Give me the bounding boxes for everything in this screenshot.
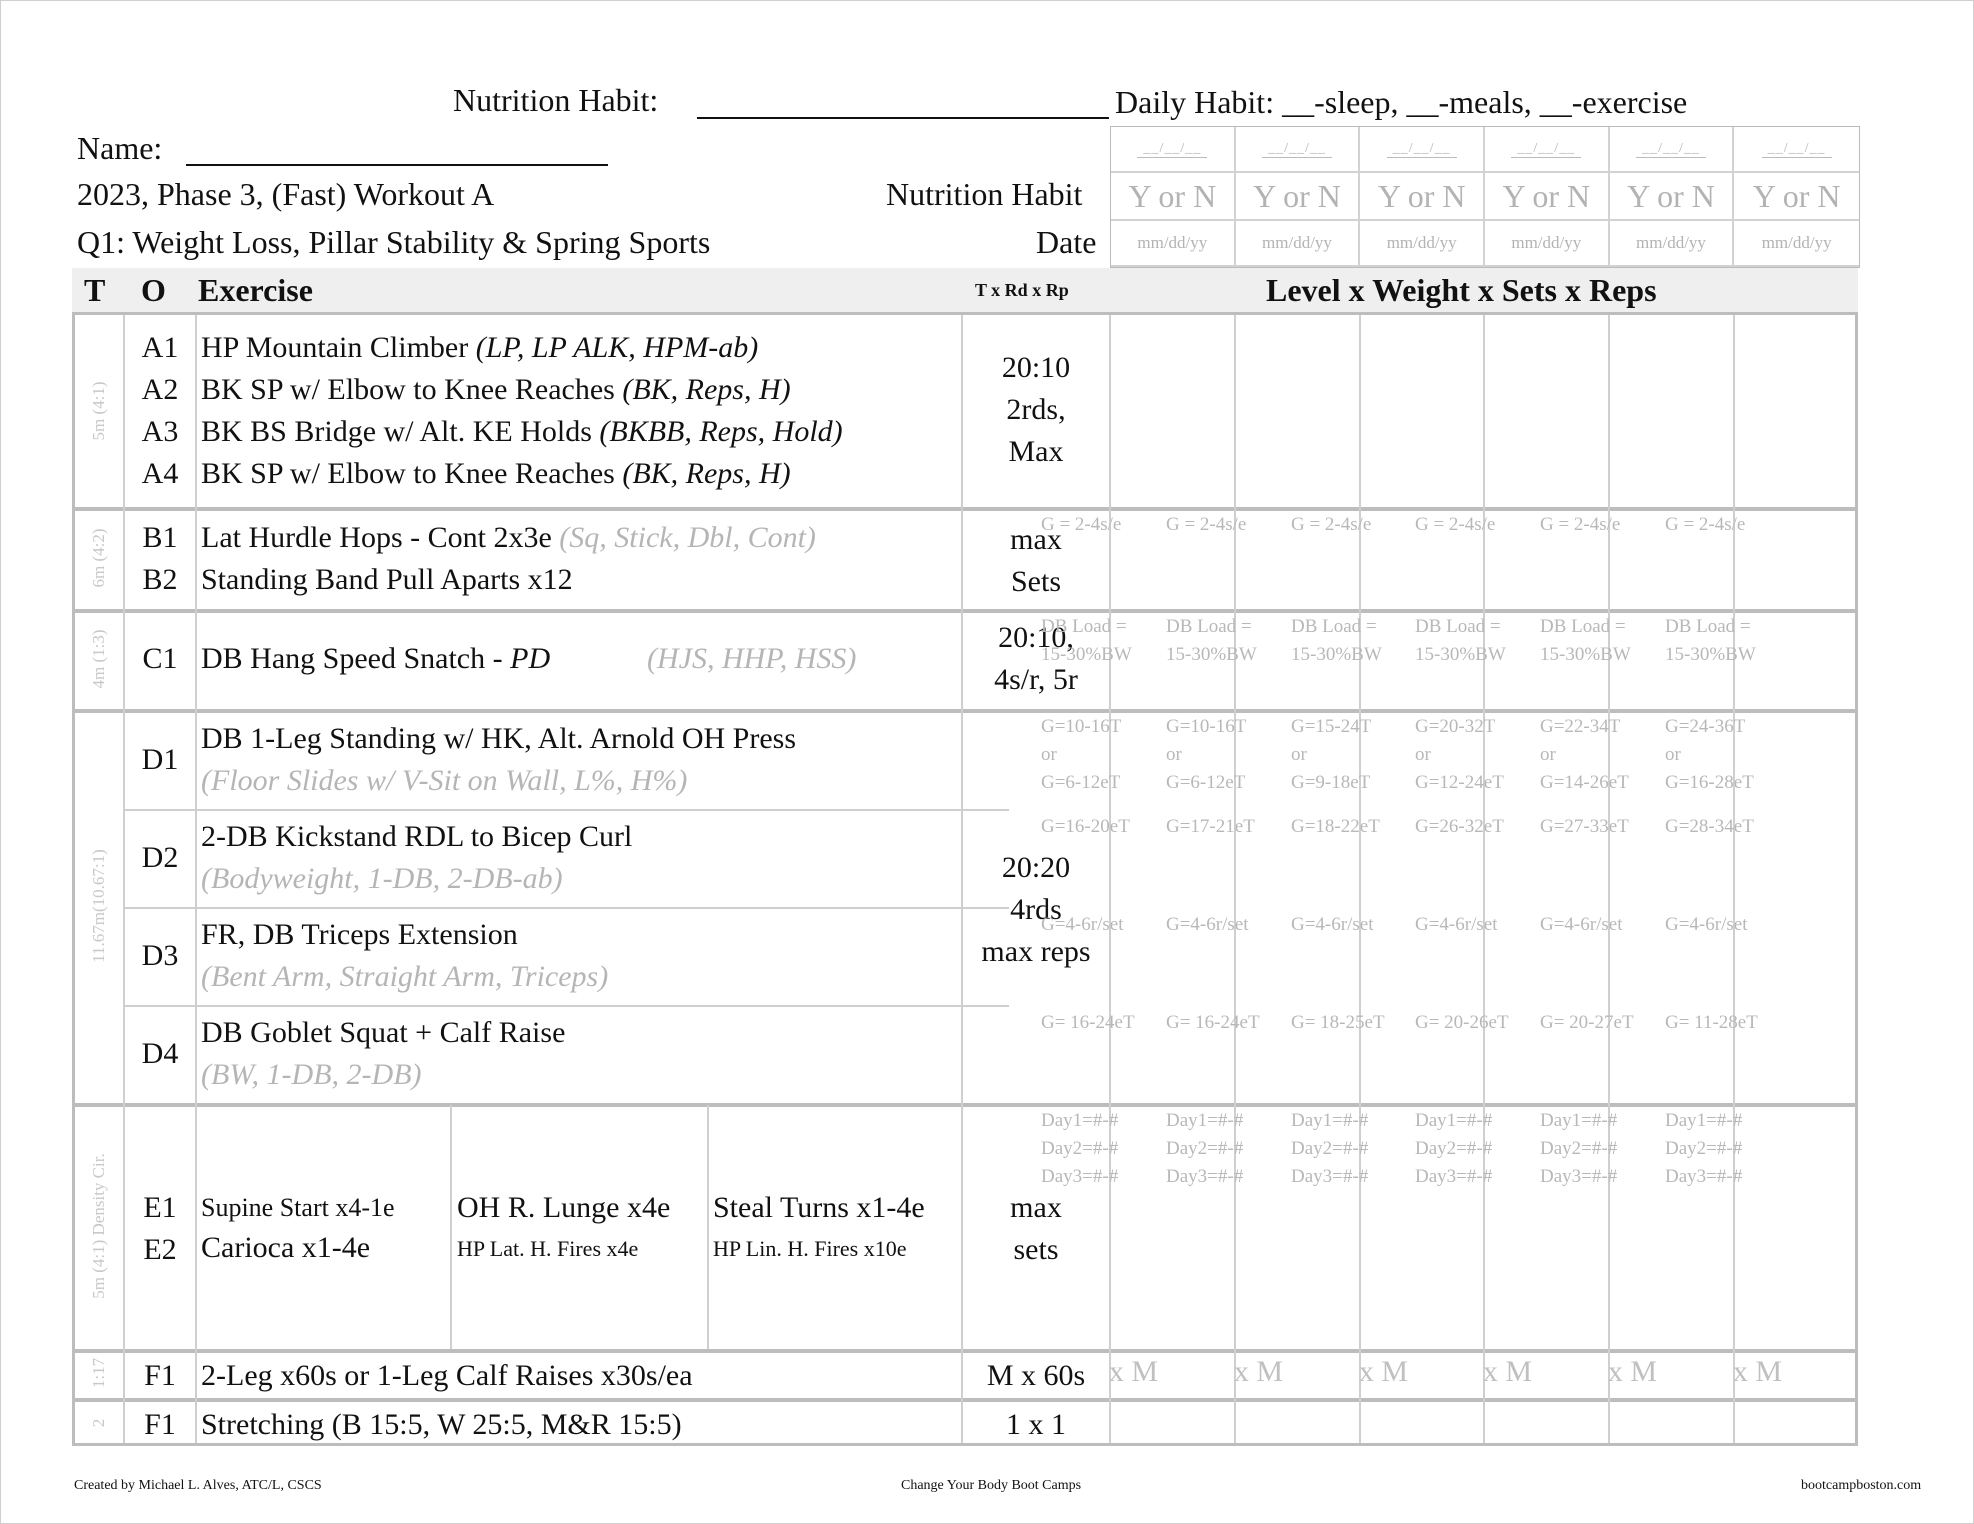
code-f2: F1 [144, 1408, 176, 1441]
exercise-c1: DB Hang Speed Snatch - PD [201, 642, 551, 675]
f1-log-cell[interactable]: x M [1607, 1355, 1657, 1388]
col-divider [450, 1105, 452, 1349]
workout-table [72, 312, 1858, 1446]
guide-c-cell[interactable]: DB Load = 15-30%BW [1540, 616, 1631, 665]
exercise-a3: BK BS Bridge w/ Alt. KE Holds (BKBB, Reps, Hold) [201, 415, 843, 448]
row-nutrition-label: Nutrition Habit [886, 176, 1083, 212]
footer-center: Change Your Body Boot Camps [901, 1478, 1082, 1493]
txr-a: 20:10 2rds, Max [1001, 351, 1071, 468]
exercise-a4: BK SP w/ Elbow to Knee Reaches (BK, Reps, H) [201, 457, 791, 490]
guide-d2-cell[interactable]: G=18-22eT [1291, 816, 1380, 837]
guide-e-cell[interactable]: Day1=#-# Day2=#-# Day3=#-# [1041, 1110, 1119, 1187]
exercise-d3-hint: (Bent Arm, Straight Arm, Triceps) [201, 960, 609, 993]
date-cell[interactable]: mm/dd/yy [1360, 221, 1485, 267]
exercise-d4: DB Goblet Squat + Calf Raise [201, 1016, 566, 1049]
yn-cell[interactable]: Y or N [1360, 173, 1485, 221]
section-divider [75, 1398, 1855, 1402]
date-cell[interactable]: mm/dd/yy [1485, 221, 1610, 267]
section-a-codes: A1 A2 A3 A4 [141, 331, 179, 490]
e-col1-line1: Supine Start x4-1e [201, 1193, 395, 1222]
guide-b-cell[interactable]: G = 2-4s/e [1665, 514, 1746, 535]
e-col2-line2: HP Lat. H. Fires x4e [457, 1236, 639, 1261]
col-header-exercise: Exercise [198, 271, 313, 308]
col-header-o: O [141, 271, 166, 308]
row-divider [125, 907, 1009, 909]
guide-d2-cell[interactable]: G=27-33eT [1540, 816, 1629, 837]
col-divider [1483, 315, 1485, 1443]
footer-credit: Created by Michael L. Alves, ATC/L, CSCS [74, 1478, 322, 1493]
guide-d4-cell[interactable]: G= 16-24eT [1166, 1012, 1260, 1033]
guide-d1-cell[interactable]: G=10-16T or G=6-12eT [1041, 716, 1122, 793]
workout-title: 2023, Phase 3, (Fast) Workout A [77, 176, 495, 212]
e-col1-line2: Carioca x1-4e [201, 1231, 371, 1264]
col-divider [195, 315, 197, 1443]
time-label-f2: 2 [89, 1418, 108, 1428]
guide-c-cell[interactable]: DB Load = 15-30%BW [1415, 616, 1506, 665]
exercise-a1: HP Mountain Climber (LP, LP ALK, HPM-ab) [201, 331, 759, 364]
exercise-d3: FR, DB Triceps Extension [201, 918, 518, 951]
guide-d3-cell[interactable]: G=4-6r/set [1415, 914, 1498, 935]
col-divider [1359, 315, 1361, 1443]
yn-cell[interactable]: Y or N [1236, 173, 1361, 221]
guide-e-cell[interactable]: Day1=#-# Day2=#-# Day3=#-# [1415, 1110, 1493, 1187]
date-grid [1110, 126, 1860, 268]
exercise-b1: Lat Hurdle Hops - Cont 2x3e (Sq, Stick, Dbl, Cont) [201, 521, 816, 554]
time-label-b: 6m (4:2) [89, 528, 108, 588]
guide-e-cell[interactable]: Day1=#-# Day2=#-# Day3=#-# [1291, 1110, 1369, 1187]
yn-cell[interactable]: Y or N [1485, 173, 1610, 221]
quarter-title: Q1: Weight Loss, Pillar Stability & Spring Sports [77, 224, 711, 260]
txr-f2: 1 x 1 [1006, 1408, 1066, 1441]
nutrition-habit-blank[interactable] [697, 117, 1109, 119]
exercise-d1: DB 1-Leg Standing w/ HK, Alt. Arnold OH Press [201, 722, 796, 755]
time-label-f1: 1:17 [89, 1357, 108, 1389]
f1-log-cell[interactable]: x M [1233, 1355, 1283, 1388]
col-divider [1109, 315, 1111, 1443]
yn-cell[interactable]: Y or N [1734, 173, 1859, 221]
section-b-codes: B1 B2 [142, 521, 178, 596]
section-e-codes: E1 E2 [143, 1191, 177, 1266]
exercise-d2-hint: (Bodyweight, 1-DB, 2-DB-ab) [201, 862, 563, 895]
daily-habit-text: Daily Habit: __-sleep, __-meals, __-exercise [1115, 84, 1688, 120]
code-d4: D4 [141, 1037, 179, 1070]
col-divider [1608, 315, 1610, 1443]
guide-d2-cell[interactable]: G=28-34eT [1665, 816, 1754, 837]
row-divider [125, 1005, 1009, 1007]
guide-b-cell[interactable]: G = 2-4s/e [1540, 514, 1621, 535]
f1-log-cell[interactable]: x M [1108, 1355, 1158, 1388]
guide-d1-cell[interactable]: G=10-16T or G=6-12eT [1166, 716, 1247, 793]
col-divider [707, 1105, 709, 1349]
name-label: Name: [77, 130, 163, 166]
footer-url: bootcampboston.com [1801, 1478, 1922, 1493]
f1-log-cell[interactable]: x M [1358, 1355, 1408, 1388]
section-divider [75, 1349, 1855, 1353]
blank-cell[interactable]: __/__/__ [1485, 127, 1610, 173]
guide-b-cell[interactable]: G = 2-4s/e [1291, 514, 1372, 535]
exercise-d4-hint: (BW, 1-DB, 2-DB) [201, 1058, 422, 1091]
exercise-f2: Stretching (B 15:5, W 25:5, M&R 15:5) [201, 1408, 682, 1441]
time-label-c: 4m (1:3) [89, 629, 108, 689]
guide-e-cell[interactable]: Day1=#-# Day2=#-# Day3=#-# [1540, 1110, 1618, 1187]
guide-d3-cell[interactable]: G=4-6r/set [1041, 914, 1124, 935]
guide-d1-cell[interactable]: G=15-24T or G=9-18eT [1291, 716, 1372, 793]
exercise-c1-hint: (HJS, HHP, HSS) [647, 642, 857, 675]
guide-c-cell[interactable]: DB Load = 15-30%BW [1665, 616, 1756, 665]
guide-d4-cell[interactable]: G= 16-24eT [1041, 1012, 1135, 1033]
guide-d3-cell[interactable]: G=4-6r/set [1166, 914, 1249, 935]
guide-d2-cell[interactable]: G=17-21eT [1166, 816, 1255, 837]
col-header-txr: T x Rd x Rp [975, 279, 1069, 300]
f1-log-cell[interactable]: x M [1482, 1355, 1532, 1388]
txr-f1: M x 60s [986, 1359, 1086, 1392]
row-date-label: Date [1036, 224, 1097, 260]
time-label-a: 5m (4:1) [89, 381, 108, 441]
code-d1: D1 [141, 743, 179, 776]
guide-d4-cell[interactable]: G= 20-26eT [1415, 1012, 1509, 1033]
code-d3: D3 [141, 939, 179, 972]
time-label-e: 5m (4:1) Density Cir. [89, 1153, 108, 1299]
e-col2-line1: OH R. Lunge x4e [457, 1191, 671, 1224]
code-d2: D2 [141, 841, 179, 874]
guide-d2-cell[interactable]: G=16-20eT [1041, 816, 1130, 837]
col-header-log: Level x Weight x Sets x Reps [1266, 271, 1657, 308]
guide-d3-cell[interactable]: G=4-6r/set [1540, 914, 1623, 935]
yn-cell[interactable]: Y or N [1111, 173, 1236, 221]
blank-cell[interactable]: __/__/__ [1236, 127, 1361, 173]
guide-d4-cell[interactable]: G= 11-28eT [1665, 1012, 1758, 1033]
txr-b: max Sets [1010, 523, 1062, 598]
guide-e-cell[interactable]: Day1=#-# Day2=#-# Day3=#-# [1665, 1110, 1743, 1187]
txr-c: 20:10, 4s/r, 5r [994, 621, 1078, 696]
code-f1: F1 [144, 1359, 176, 1392]
col-header-t: T [84, 271, 106, 308]
name-field[interactable] [186, 164, 608, 166]
guide-b-cell[interactable]: G = 2-4s/e [1166, 514, 1247, 535]
guide-d2-cell[interactable]: G=26-32eT [1415, 816, 1504, 837]
col-divider [1733, 315, 1735, 1443]
nutrition-habit-label: Nutrition Habit: [453, 82, 659, 118]
blank-cell[interactable]: __/__/__ [1734, 127, 1859, 173]
guide-d4-cell[interactable]: G= 20-27eT [1540, 1012, 1634, 1033]
blank-cell[interactable]: __/__/__ [1610, 127, 1735, 173]
guide-c-cell[interactable]: DB Load = 15-30%BW [1291, 616, 1382, 665]
txr-e: max sets [1010, 1191, 1062, 1266]
e-col3-line1: Steal Turns x1-4e [713, 1191, 925, 1224]
blank-cell[interactable]: __/__/__ [1360, 127, 1485, 173]
col-divider [1234, 315, 1236, 1443]
exercise-b2: Standing Band Pull Aparts x12 [201, 563, 573, 596]
blank-cell[interactable]: __/__/__ [1111, 127, 1236, 173]
guide-e-cell[interactable]: Day1=#-# Day2=#-# Day3=#-# [1166, 1110, 1244, 1187]
exercise-a2: BK SP w/ Elbow to Knee Reaches (BK, Reps, H) [201, 373, 791, 406]
e-col3-line2: HP Lin. H. Fires x10e [713, 1236, 907, 1261]
guide-d3-cell[interactable]: G=4-6r/set [1665, 914, 1748, 935]
guide-c-cell[interactable]: DB Load = 15-30%BW [1166, 616, 1257, 665]
row-divider [125, 809, 1009, 811]
code-c1: C1 [142, 642, 178, 675]
date-cell[interactable]: mm/dd/yy [1610, 221, 1735, 267]
guide-b-cell[interactable]: G = 2-4s/e [1415, 514, 1496, 535]
f1-log-cell[interactable]: x M [1732, 1355, 1782, 1388]
guide-d3-cell[interactable]: G=4-6r/set [1291, 914, 1374, 935]
yn-cell[interactable]: Y or N [1610, 173, 1735, 221]
exercise-d2: 2-DB Kickstand RDL to Bicep Curl [201, 820, 633, 853]
date-cell[interactable]: mm/dd/yy [1734, 221, 1859, 267]
date-cell[interactable]: mm/dd/yy [1111, 221, 1236, 267]
guide-d1-cell[interactable]: G=22-34T or G=14-26eT [1540, 716, 1629, 793]
date-cell[interactable]: mm/dd/yy [1236, 221, 1361, 267]
guide-c-cell[interactable]: DB Load = 15-30%BW [1041, 616, 1132, 665]
exercise-d1-hint: (Floor Slides w/ V-Sit on Wall, L%, H%) [201, 764, 688, 797]
guide-d4-cell[interactable]: G= 18-25eT [1291, 1012, 1385, 1033]
guide-d1-cell[interactable]: G=24-36T or G=16-28eT [1665, 716, 1754, 793]
guide-d1-cell[interactable]: G=20-32T or G=12-24eT [1415, 716, 1504, 793]
txr-d: 20:20 4rds max reps [981, 851, 1091, 968]
exercise-f1: 2-Leg x60s or 1-Leg Calf Raises x30s/ea [201, 1359, 693, 1392]
guide-b-cell[interactable]: G = 2-4s/e [1041, 514, 1122, 535]
time-label-d: 11.67m(10.67:1) [89, 849, 108, 963]
